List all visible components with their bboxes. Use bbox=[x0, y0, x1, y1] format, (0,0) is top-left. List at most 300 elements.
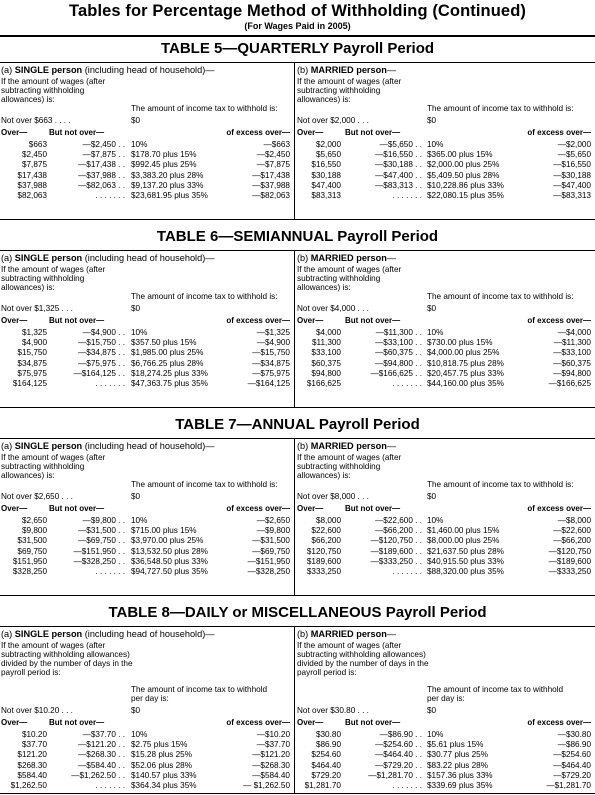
bracket-over: $9,800 bbox=[21, 526, 47, 536]
bracket-but-not-over: . . . . . . . bbox=[392, 566, 422, 576]
not-over-label: Not over $2,000 . . . bbox=[297, 116, 369, 125]
bracket-tax-amount: $9,137.20 plus 33% bbox=[131, 180, 204, 190]
withholding-tables bbox=[0, 36, 595, 790]
panel-heading-suffix: (including head of household)— bbox=[82, 253, 215, 263]
not-over-line bbox=[1, 303, 292, 316]
bracket-over: $1,325 bbox=[21, 328, 47, 337]
bracket-of-excess-over: —$33,100 bbox=[553, 348, 591, 358]
bracket-tax-amount: $157.36 plus 33% bbox=[427, 770, 493, 780]
bracket-tax-amount: $178.70 plus 15% bbox=[131, 150, 197, 160]
bracket-but-not-over: —$164,125 . . bbox=[73, 368, 125, 378]
married-person-panel bbox=[297, 251, 593, 407]
single-person-panel bbox=[0, 251, 292, 407]
not-over-label: Not over $4,000 . . . bbox=[297, 304, 369, 313]
bracket-row bbox=[297, 567, 593, 577]
not-over-line bbox=[1, 705, 292, 718]
panel-heading-suffix: — bbox=[386, 441, 397, 451]
table-title: TABLE 5—QUARTERLY Payroll Period bbox=[160, 40, 435, 57]
bracket-but-not-over: . . . . . . . bbox=[392, 190, 422, 200]
column-header-over: Over— bbox=[1, 316, 28, 325]
bracket-of-excess-over: —$37,988 bbox=[252, 180, 290, 190]
tax-to-withhold-text: The amount of income tax to withhold is: bbox=[131, 103, 278, 113]
bracket-tax-amount: $13,532.50 plus 28% bbox=[131, 546, 208, 556]
column-header-over: Over— bbox=[297, 316, 324, 325]
bracket-but-not-over: —$94,800 . . bbox=[375, 358, 422, 368]
bracket-tax-amount: $1,460.00 plus 15% bbox=[427, 526, 500, 536]
bracket-row bbox=[297, 730, 593, 740]
not-over-line bbox=[297, 303, 593, 316]
bracket-but-not-over: —$17,438 . . bbox=[78, 160, 125, 170]
panel-heading bbox=[1, 627, 292, 641]
bracket-tax-amount: $40,915.50 plus 33% bbox=[427, 556, 504, 566]
bracket-but-not-over: —$86.90 . . bbox=[379, 730, 422, 739]
table-panels bbox=[0, 250, 595, 408]
bracket-rows bbox=[297, 140, 593, 201]
panel-intro bbox=[297, 641, 593, 705]
bracket-over: $33,100 bbox=[311, 348, 341, 358]
bracket-tax-amount: 10% bbox=[131, 730, 148, 739]
bracket-of-excess-over: —$121.20 bbox=[252, 750, 290, 760]
bracket-tax-amount: 10% bbox=[131, 516, 148, 525]
wages-condition-text: If the amount of wages (after subtracting withholding allowances) is: bbox=[297, 77, 402, 105]
table-title: TABLE 8—DAILY or MISCELLANEOUS Payroll Period bbox=[108, 604, 487, 621]
panel-intro bbox=[1, 453, 292, 491]
bracket-of-excess-over: —$663 bbox=[263, 140, 290, 149]
column-header-of-excess-over: of excess over— bbox=[527, 718, 591, 727]
tax-to-withhold-text: The amount of income tax to withhold is: bbox=[131, 479, 278, 489]
bracket-of-excess-over: —$166,625 bbox=[548, 378, 591, 388]
bracket-tax-amount: $364.34 plus 35% bbox=[131, 780, 197, 790]
bracket-row bbox=[297, 547, 593, 557]
bracket-row bbox=[297, 181, 593, 191]
table-title: TABLE 7—ANNUAL Payroll Period bbox=[175, 416, 420, 433]
bracket-tax-amount: $30.77 plus 25% bbox=[427, 750, 488, 760]
panel-heading-prefix: (a) bbox=[1, 441, 15, 451]
bracket-tax-amount: $1,985.00 plus 25% bbox=[131, 348, 204, 358]
bracket-but-not-over: —$4,900 . . bbox=[82, 328, 125, 337]
bracket-but-not-over: . . . . . . . bbox=[95, 378, 125, 388]
not-over-line bbox=[297, 491, 593, 504]
bracket-tax-amount: $2.75 plus 15% bbox=[131, 740, 188, 750]
bracket-over: $37.70 bbox=[21, 740, 47, 750]
bracket-tax-amount: $10,818.75 plus 28% bbox=[427, 358, 504, 368]
bracket-but-not-over: —$464.40 . . bbox=[375, 750, 422, 760]
bracket-over: $5,650 bbox=[315, 150, 341, 160]
bracket-of-excess-over: — $1,262.50 bbox=[243, 780, 290, 790]
panel-intro bbox=[297, 453, 593, 491]
bracket-of-excess-over: —$1,325 bbox=[256, 328, 290, 337]
column-header-over: Over— bbox=[1, 504, 28, 513]
bracket-of-excess-over: —$83,313 bbox=[553, 190, 591, 200]
bracket-of-excess-over: —$120,750 bbox=[548, 546, 591, 556]
bracket-of-excess-over: —$69,750 bbox=[252, 546, 290, 556]
bracket-over: $2,000 bbox=[315, 140, 341, 149]
bracket-tax-amount: $52.06 plus 28% bbox=[131, 760, 192, 770]
bracket-over: $30.80 bbox=[315, 730, 341, 739]
column-header-but-not-over: But not over— bbox=[49, 316, 105, 325]
bracket-row bbox=[1, 359, 292, 369]
bracket-of-excess-over: —$254.60 bbox=[553, 750, 591, 760]
bracket-but-not-over: . . . . . . . bbox=[95, 190, 125, 200]
bracket-but-not-over: —$82,063 . . bbox=[78, 180, 125, 190]
bracket-but-not-over: —$11,300 . . bbox=[375, 328, 422, 337]
bracket-row bbox=[1, 150, 292, 160]
panel-divider bbox=[294, 251, 295, 407]
bracket-but-not-over: —$1,262.50 . . bbox=[71, 770, 125, 780]
bracket-over: $8,000 bbox=[315, 516, 341, 525]
panel-heading-filer-status: MARRIED person bbox=[310, 441, 387, 451]
bracket-of-excess-over: —$328,250 bbox=[247, 566, 290, 576]
bracket-rows bbox=[1, 516, 292, 577]
bracket-but-not-over: —$333,250 . . bbox=[370, 556, 422, 566]
bracket-of-excess-over: —$11,300 bbox=[553, 338, 591, 348]
bracket-tax-amount: $15.28 plus 25% bbox=[131, 750, 192, 760]
not-over-line bbox=[1, 115, 292, 128]
bracket-row bbox=[297, 781, 593, 791]
panel-heading-filer-status: SINGLE person bbox=[14, 441, 83, 451]
bracket-tax-amount: $4,000.00 plus 25% bbox=[427, 348, 500, 358]
bracket-over: $47,400 bbox=[311, 180, 341, 190]
bracket-rows bbox=[1, 140, 292, 201]
wages-condition-text: If the amount of wages (after subtracting withholding allowances) divided by the number of days in the payroll period is: bbox=[1, 641, 133, 678]
panel-heading bbox=[1, 439, 292, 453]
bracket-but-not-over: —$83,313 . . bbox=[375, 180, 422, 190]
bracket-row bbox=[1, 348, 292, 358]
bracket-but-not-over: —$75,975 . . bbox=[78, 358, 125, 368]
panel-heading-suffix: (including head of household)— bbox=[82, 441, 215, 451]
bracket-but-not-over: —$1,281.70 . . bbox=[368, 770, 422, 780]
column-header-over: Over— bbox=[297, 718, 324, 727]
bracket-over: $121.20 bbox=[17, 750, 47, 760]
bracket-over: $1,281.70 bbox=[304, 780, 341, 790]
not-over-label: Not over $10.20 . . . bbox=[1, 706, 73, 715]
bracket-row bbox=[1, 750, 292, 760]
bracket-over: $22,600 bbox=[311, 526, 341, 536]
bracket-tax-amount: $20,457.75 plus 33% bbox=[427, 368, 504, 378]
tax-to-withhold-text: The amount of income tax to withhold per day is: bbox=[427, 684, 564, 703]
bracket-tax-amount: $94,727.50 plus 35% bbox=[131, 566, 208, 576]
bracket-over: $2,650 bbox=[21, 516, 47, 525]
wages-condition-text: If the amount of wages (after subtracting withholding allowances) is: bbox=[1, 453, 106, 481]
panel-heading-suffix: (including head of household)— bbox=[82, 629, 215, 639]
not-over-line bbox=[1, 491, 292, 504]
bracket-over: $268.30 bbox=[17, 760, 47, 770]
bracket-of-excess-over: —$4,000 bbox=[557, 328, 591, 337]
panel-heading-suffix: — bbox=[386, 629, 397, 639]
bracket-of-excess-over: —$10.20 bbox=[256, 730, 290, 739]
bracket-tax-amount: $3,970.00 plus 25% bbox=[131, 536, 204, 546]
bracket-over: $189,600 bbox=[306, 556, 341, 566]
bracket-but-not-over: —$328,250 . . bbox=[73, 556, 125, 566]
bracket-tax-amount: $3,383.20 plus 28% bbox=[131, 170, 204, 180]
bracket-rows bbox=[297, 730, 593, 791]
bracket-over: $60,375 bbox=[311, 358, 341, 368]
bracket-tax-amount: 10% bbox=[131, 328, 148, 337]
bracket-tax-amount: $6,766.25 plus 28% bbox=[131, 358, 204, 368]
bracket-row bbox=[1, 140, 292, 150]
column-header-of-excess-over: of excess over— bbox=[226, 718, 290, 727]
column-headers bbox=[1, 316, 292, 328]
not-over-label: Not over $2,650 . . . bbox=[1, 492, 73, 501]
bracket-over: $66,200 bbox=[311, 536, 341, 546]
bracket-tax-amount: $83.22 plus 28% bbox=[427, 760, 488, 770]
bracket-row bbox=[297, 557, 593, 567]
not-over-line bbox=[297, 705, 593, 718]
not-over-value: $0 bbox=[131, 116, 141, 125]
bracket-rows bbox=[297, 328, 593, 389]
bracket-of-excess-over: —$333,250 bbox=[548, 566, 591, 576]
column-header-but-not-over: But not over— bbox=[345, 504, 401, 513]
married-person-panel bbox=[297, 63, 593, 219]
table-8 bbox=[0, 600, 595, 795]
bracket-but-not-over: —$22,600 . . bbox=[375, 516, 422, 525]
bracket-but-not-over: —$189,600 . . bbox=[370, 546, 422, 556]
bracket-but-not-over: —$33,100 . . bbox=[375, 338, 422, 348]
bracket-over: $164,125 bbox=[12, 378, 47, 388]
panel-intro bbox=[1, 265, 292, 303]
single-person-panel bbox=[0, 63, 292, 219]
bracket-of-excess-over: —$66,200 bbox=[553, 536, 591, 546]
bracket-of-excess-over: —$9,800 bbox=[256, 526, 290, 536]
bracket-over: $464.40 bbox=[311, 760, 341, 770]
panel-heading-filer-status: SINGLE person bbox=[14, 65, 83, 75]
bracket-of-excess-over: —$2,000 bbox=[557, 140, 591, 149]
panel-heading-filer-status: MARRIED person bbox=[310, 629, 387, 639]
bracket-tax-amount: 10% bbox=[427, 730, 444, 739]
bracket-row bbox=[1, 379, 292, 389]
bracket-over: $15,750 bbox=[17, 348, 47, 358]
column-headers bbox=[297, 128, 593, 140]
bracket-tax-amount: $10,228.86 plus 33% bbox=[427, 180, 504, 190]
bracket-of-excess-over: —$5,650 bbox=[557, 150, 591, 160]
bracket-of-excess-over: —$37.70 bbox=[256, 740, 290, 750]
tax-to-withhold-text: The amount of income tax to withhold is: bbox=[427, 479, 574, 489]
bracket-but-not-over: . . . . . . . bbox=[95, 780, 125, 790]
column-header-of-excess-over: of excess over— bbox=[226, 316, 290, 325]
single-person-panel bbox=[0, 439, 292, 595]
bracket-of-excess-over: —$151,950 bbox=[247, 556, 290, 566]
bracket-of-excess-over: —$268.30 bbox=[252, 760, 290, 770]
column-headers bbox=[297, 316, 593, 328]
bracket-row bbox=[297, 140, 593, 150]
bracket-over: $16,550 bbox=[311, 160, 341, 170]
bracket-row bbox=[1, 526, 292, 536]
bracket-rows bbox=[1, 328, 292, 389]
tax-to-withhold-text: The amount of income tax to withhold is: bbox=[427, 291, 574, 301]
panel-divider bbox=[294, 63, 295, 219]
bracket-of-excess-over: —$34,875 bbox=[252, 358, 290, 368]
panel-intro bbox=[297, 77, 593, 115]
column-header-but-not-over: But not over— bbox=[345, 718, 401, 727]
bracket-of-excess-over: —$82,063 bbox=[252, 190, 290, 200]
bracket-row bbox=[297, 379, 593, 389]
bracket-row bbox=[1, 181, 292, 191]
panel-heading-prefix: (b) bbox=[297, 65, 311, 75]
table-panels bbox=[0, 438, 595, 596]
bracket-over: $254.60 bbox=[311, 750, 341, 760]
bracket-of-excess-over: —$729.20 bbox=[553, 770, 591, 780]
not-over-label: Not over $663 . . . . bbox=[1, 116, 71, 125]
bracket-but-not-over: —$121.20 . . bbox=[78, 740, 125, 750]
bracket-tax-amount: $715.00 plus 15% bbox=[131, 526, 197, 536]
panel-intro bbox=[1, 641, 292, 705]
bracket-over: $166,625 bbox=[306, 378, 341, 388]
bracket-tax-amount: $992.45 plus 25% bbox=[131, 160, 197, 170]
panel-heading bbox=[1, 63, 292, 77]
panel-heading-filer-status: MARRIED person bbox=[310, 65, 387, 75]
bracket-over: $82,063 bbox=[17, 190, 47, 200]
bracket-row bbox=[297, 348, 593, 358]
panel-heading-filer-status: MARRIED person bbox=[310, 253, 387, 263]
panel-intro bbox=[297, 265, 593, 303]
bracket-of-excess-over: —$30.80 bbox=[557, 730, 591, 739]
column-headers bbox=[297, 504, 593, 516]
bracket-tax-amount: $357.50 plus 15% bbox=[131, 338, 197, 348]
table-5 bbox=[0, 36, 595, 224]
page-title: Tables for Percentage Method of Withholding (Continued) bbox=[69, 2, 526, 20]
column-headers bbox=[1, 504, 292, 516]
single-person-panel bbox=[0, 627, 292, 793]
bracket-tax-amount: 10% bbox=[427, 328, 444, 337]
bracket-but-not-over: —$31,500 . . bbox=[78, 526, 125, 536]
bracket-row bbox=[297, 150, 593, 160]
not-over-value: $0 bbox=[427, 116, 437, 125]
bracket-row bbox=[297, 750, 593, 760]
bracket-row bbox=[1, 781, 292, 791]
bracket-row bbox=[1, 191, 292, 201]
bracket-rows bbox=[297, 516, 593, 577]
column-header-over: Over— bbox=[297, 128, 324, 137]
bracket-row bbox=[297, 771, 593, 781]
bracket-row bbox=[297, 369, 593, 379]
bracket-but-not-over: —$37,988 . . bbox=[78, 170, 125, 180]
bracket-but-not-over: —$120,750 . . bbox=[370, 536, 422, 546]
bracket-over: $333,250 bbox=[306, 566, 341, 576]
bracket-but-not-over: . . . . . . . bbox=[95, 566, 125, 576]
bracket-but-not-over: —$34,875 . . bbox=[78, 348, 125, 358]
bracket-row bbox=[297, 526, 593, 536]
table-panels bbox=[0, 626, 595, 794]
bracket-over: $94,800 bbox=[311, 368, 341, 378]
bracket-but-not-over: —$69,750 . . bbox=[78, 536, 125, 546]
column-header-of-excess-over: of excess over— bbox=[226, 128, 290, 137]
bracket-row bbox=[1, 740, 292, 750]
bracket-but-not-over: —$584.40 . . bbox=[78, 760, 125, 770]
not-over-value: $0 bbox=[427, 304, 437, 313]
not-over-value: $0 bbox=[427, 492, 437, 501]
bracket-row bbox=[297, 761, 593, 771]
wages-condition-text: If the amount of wages (after subtracting withholding allowances) is: bbox=[297, 265, 402, 293]
bracket-of-excess-over: —$86.90 bbox=[557, 740, 591, 750]
bracket-over: $663 bbox=[28, 140, 47, 149]
bracket-rows bbox=[1, 730, 292, 791]
bracket-tax-amount: $22,080.15 plus 35% bbox=[427, 190, 504, 200]
panel-heading bbox=[1, 251, 292, 265]
column-headers bbox=[1, 128, 292, 140]
bracket-over: $729.20 bbox=[311, 770, 341, 780]
bracket-but-not-over: —$268.30 . . bbox=[78, 750, 125, 760]
bracket-over: $69,750 bbox=[17, 546, 47, 556]
not-over-value: $0 bbox=[131, 304, 141, 313]
wages-condition-text: If the amount of wages (after subtracting withholding allowances) is: bbox=[297, 453, 402, 481]
bracket-over: $86.90 bbox=[315, 740, 341, 750]
bracket-tax-amount: $2,000.00 plus 25% bbox=[427, 160, 500, 170]
bracket-row bbox=[297, 160, 593, 170]
bracket-of-excess-over: —$16,550 bbox=[553, 160, 591, 170]
table-7 bbox=[0, 412, 595, 600]
column-header-over: Over— bbox=[1, 718, 28, 727]
panel-divider bbox=[294, 439, 295, 595]
table-title: TABLE 6—SEMIANNUAL Payroll Period bbox=[156, 228, 439, 245]
not-over-value: $0 bbox=[131, 492, 141, 501]
bracket-over: $37,988 bbox=[17, 180, 47, 190]
bracket-of-excess-over: —$2,450 bbox=[256, 150, 290, 160]
bracket-but-not-over: . . . . . . . bbox=[392, 378, 422, 388]
panel-heading-prefix: (a) bbox=[1, 629, 15, 639]
bracket-of-excess-over: —$1,281.70 bbox=[546, 780, 591, 790]
bracket-but-not-over: . . . . . . . bbox=[392, 780, 422, 790]
column-header-but-not-over: But not over— bbox=[345, 316, 401, 325]
bracket-over: $10.20 bbox=[21, 730, 47, 739]
bracket-but-not-over: —$2,450 . . bbox=[82, 140, 125, 149]
not-over-value: $0 bbox=[131, 706, 141, 715]
panel-heading-prefix: (b) bbox=[297, 441, 311, 451]
bracket-row bbox=[297, 516, 593, 526]
bracket-over: $11,300 bbox=[312, 338, 341, 348]
panel-heading bbox=[297, 251, 593, 265]
bracket-row bbox=[297, 338, 593, 348]
column-header-over: Over— bbox=[297, 504, 324, 513]
bracket-tax-amount: $18,274.25 plus 33% bbox=[131, 368, 208, 378]
not-over-label: Not over $30.80 . . . bbox=[297, 706, 369, 715]
bracket-of-excess-over: —$584.40 bbox=[252, 770, 290, 780]
panel-heading bbox=[297, 439, 593, 453]
bracket-but-not-over: —$9,800 . . bbox=[82, 516, 125, 525]
bracket-tax-amount: $21,637.50 plus 28% bbox=[427, 546, 504, 556]
bracket-tax-amount: $47,363.75 plus 35% bbox=[131, 378, 208, 388]
panel-heading bbox=[297, 63, 593, 77]
married-person-panel bbox=[297, 627, 593, 793]
panel-heading-prefix: (a) bbox=[1, 65, 15, 75]
not-over-label: Not over $8,000 . . . bbox=[297, 492, 369, 501]
bracket-tax-amount: $5,409.50 plus 28% bbox=[427, 170, 500, 180]
bracket-of-excess-over: —$2,650 bbox=[256, 516, 290, 525]
bracket-row bbox=[1, 547, 292, 557]
bracket-but-not-over: —$47,400 . . bbox=[375, 170, 422, 180]
bracket-tax-amount: $730.00 plus 15% bbox=[427, 338, 493, 348]
bracket-of-excess-over: —$164,125 bbox=[247, 378, 290, 388]
column-headers bbox=[1, 718, 292, 730]
tax-to-withhold-text: The amount of income tax to withhold is: bbox=[427, 103, 574, 113]
bracket-row bbox=[1, 516, 292, 526]
column-header-of-excess-over: of excess over— bbox=[527, 504, 591, 513]
bracket-over: $34,875 bbox=[17, 358, 47, 368]
bracket-row bbox=[297, 359, 593, 369]
bracket-over: $75,975 bbox=[17, 368, 47, 378]
bracket-of-excess-over: —$464.40 bbox=[553, 760, 591, 770]
page-subtitle: (For Wages Paid in 2005) bbox=[244, 21, 351, 31]
bracket-over: $151,950 bbox=[12, 556, 47, 566]
wages-condition-text: If the amount of wages (after subtracting withholding allowances) divided by the number of days in the payroll period is: bbox=[297, 641, 429, 678]
column-header-of-excess-over: of excess over— bbox=[226, 504, 290, 513]
bracket-tax-amount: 10% bbox=[427, 140, 444, 149]
bracket-over: $7,875 bbox=[21, 160, 47, 170]
panel-intro bbox=[1, 77, 292, 115]
bracket-tax-amount: $5.61 plus 15% bbox=[427, 740, 484, 750]
bracket-but-not-over: —$166,625 . . bbox=[370, 368, 422, 378]
bracket-of-excess-over: —$31,500 bbox=[252, 536, 290, 546]
bracket-tax-amount: 10% bbox=[427, 516, 444, 525]
